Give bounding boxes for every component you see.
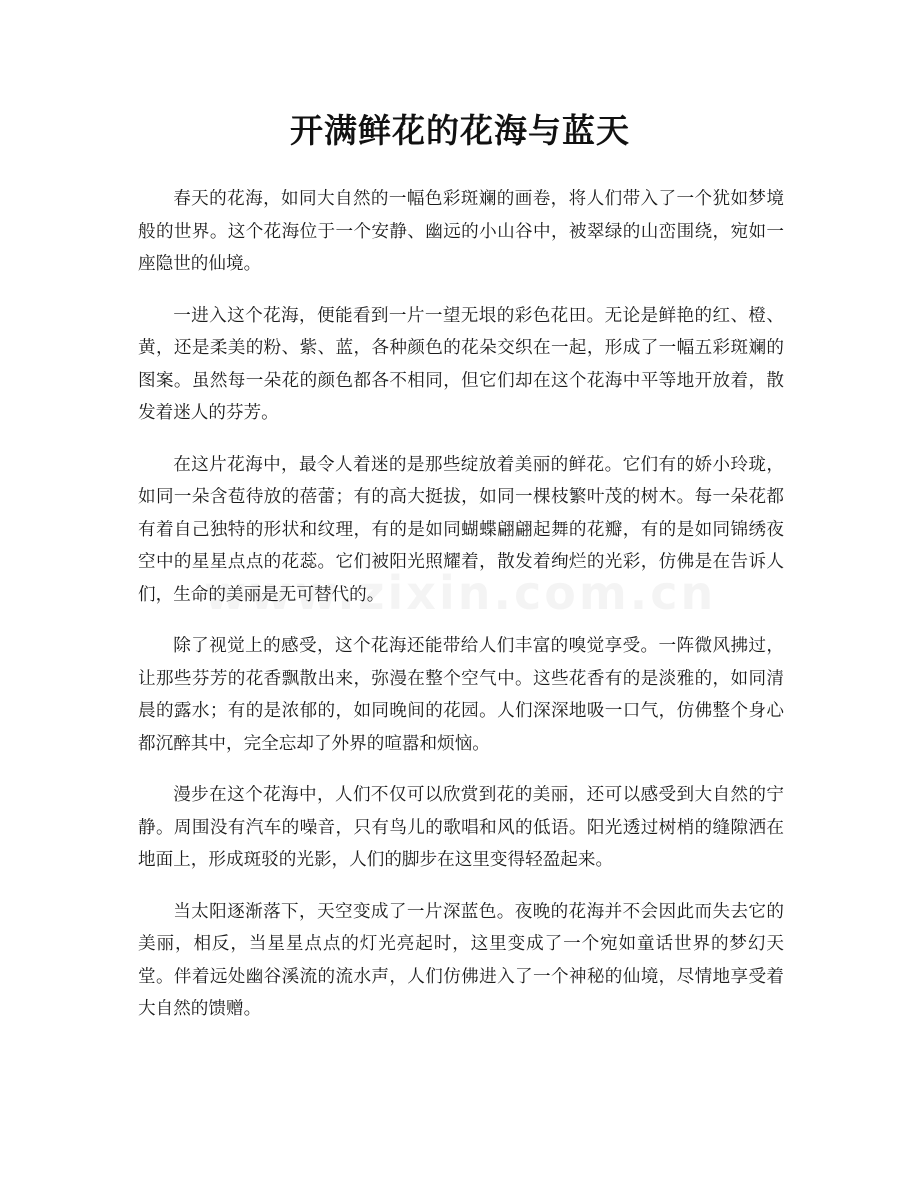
document-body xyxy=(138,183,784,1045)
paragraph: 一进入这个花海，便能看到一片一望无垠的彩色花田。无论是鲜艳的红、橙、黄，还是柔美的粉、紫、蓝，各种颜色的花朵交织在一起，形成了一幅五彩斑斓的图案。虽然每一朵花的颜色都各不相同，但它们却在这个花海中平等地开放着，散发着迷人的芬芳。 xyxy=(138,305,784,423)
document-title: 开满鲜花的花海与蓝天 xyxy=(290,111,630,150)
paragraph: 除了视觉上的感受，这个花海还能带给人们丰富的嗅觉享受。一阵微风拂过，让那些芬芳的花香飘散出来，弥漫在整个空气中。这些花香有的是淡雅的，如同清晨的露水；有的是浓郁的，如同晚间的花园。人们深深地吸一口气，仿佛整个身心都沉醉其中，完全忘却了外界的喧嚣和烦恼。 xyxy=(138,636,784,754)
paragraph: 当太阳逐渐落下，天空变成了一片深蓝色。夜晚的花海并不会因此而失去它的美丽，相反，当星星点点的灯光亮起时，这里变成了一个宛如童话世界的梦幻天堂。伴着远处幽谷溪流的流水声，人们仿佛进入了一个神秘的仙境，尽情地享受着大自然的馈赠。 xyxy=(138,901,784,1019)
paragraph: 在这片花海中，最令人着迷的是那些绽放着美丽的鲜花。它们有的娇小玲珑，如同一朵含苞待放的蓓蕾；有的高大挺拔，如同一棵枝繁叶茂的树木。每一朵花都有着自己独特的形状和纹理，有的是如同蝴蝶翩翩起舞的花瓣，有的是如同锦绣夜空中的星星点点的花蕊。它们被阳光照耀着，散发着绚烂的光彩，仿佛是在告诉人们，生命的美丽是无可替代的。 xyxy=(138,454,784,605)
paragraph: 春天的花海，如同大自然的一幅色彩斑斓的画卷，将人们带入了一个犹如梦境般的世界。这个花海位于一个安静、幽远的小山谷中，被翠绿的山峦围绕，宛如一座隐世的仙境。 xyxy=(138,189,784,274)
paragraph: 漫步在这个花海中，人们不仅可以欣赏到花的美丽，还可以感受到大自然的宁静。周围没有汽车的噪音，只有鸟儿的歌唱和风的低语。阳光透过树梢的缝隙洒在地面上，形成斑驳的光影，人们的脚步在这里变得轻盈起来。 xyxy=(138,785,784,870)
